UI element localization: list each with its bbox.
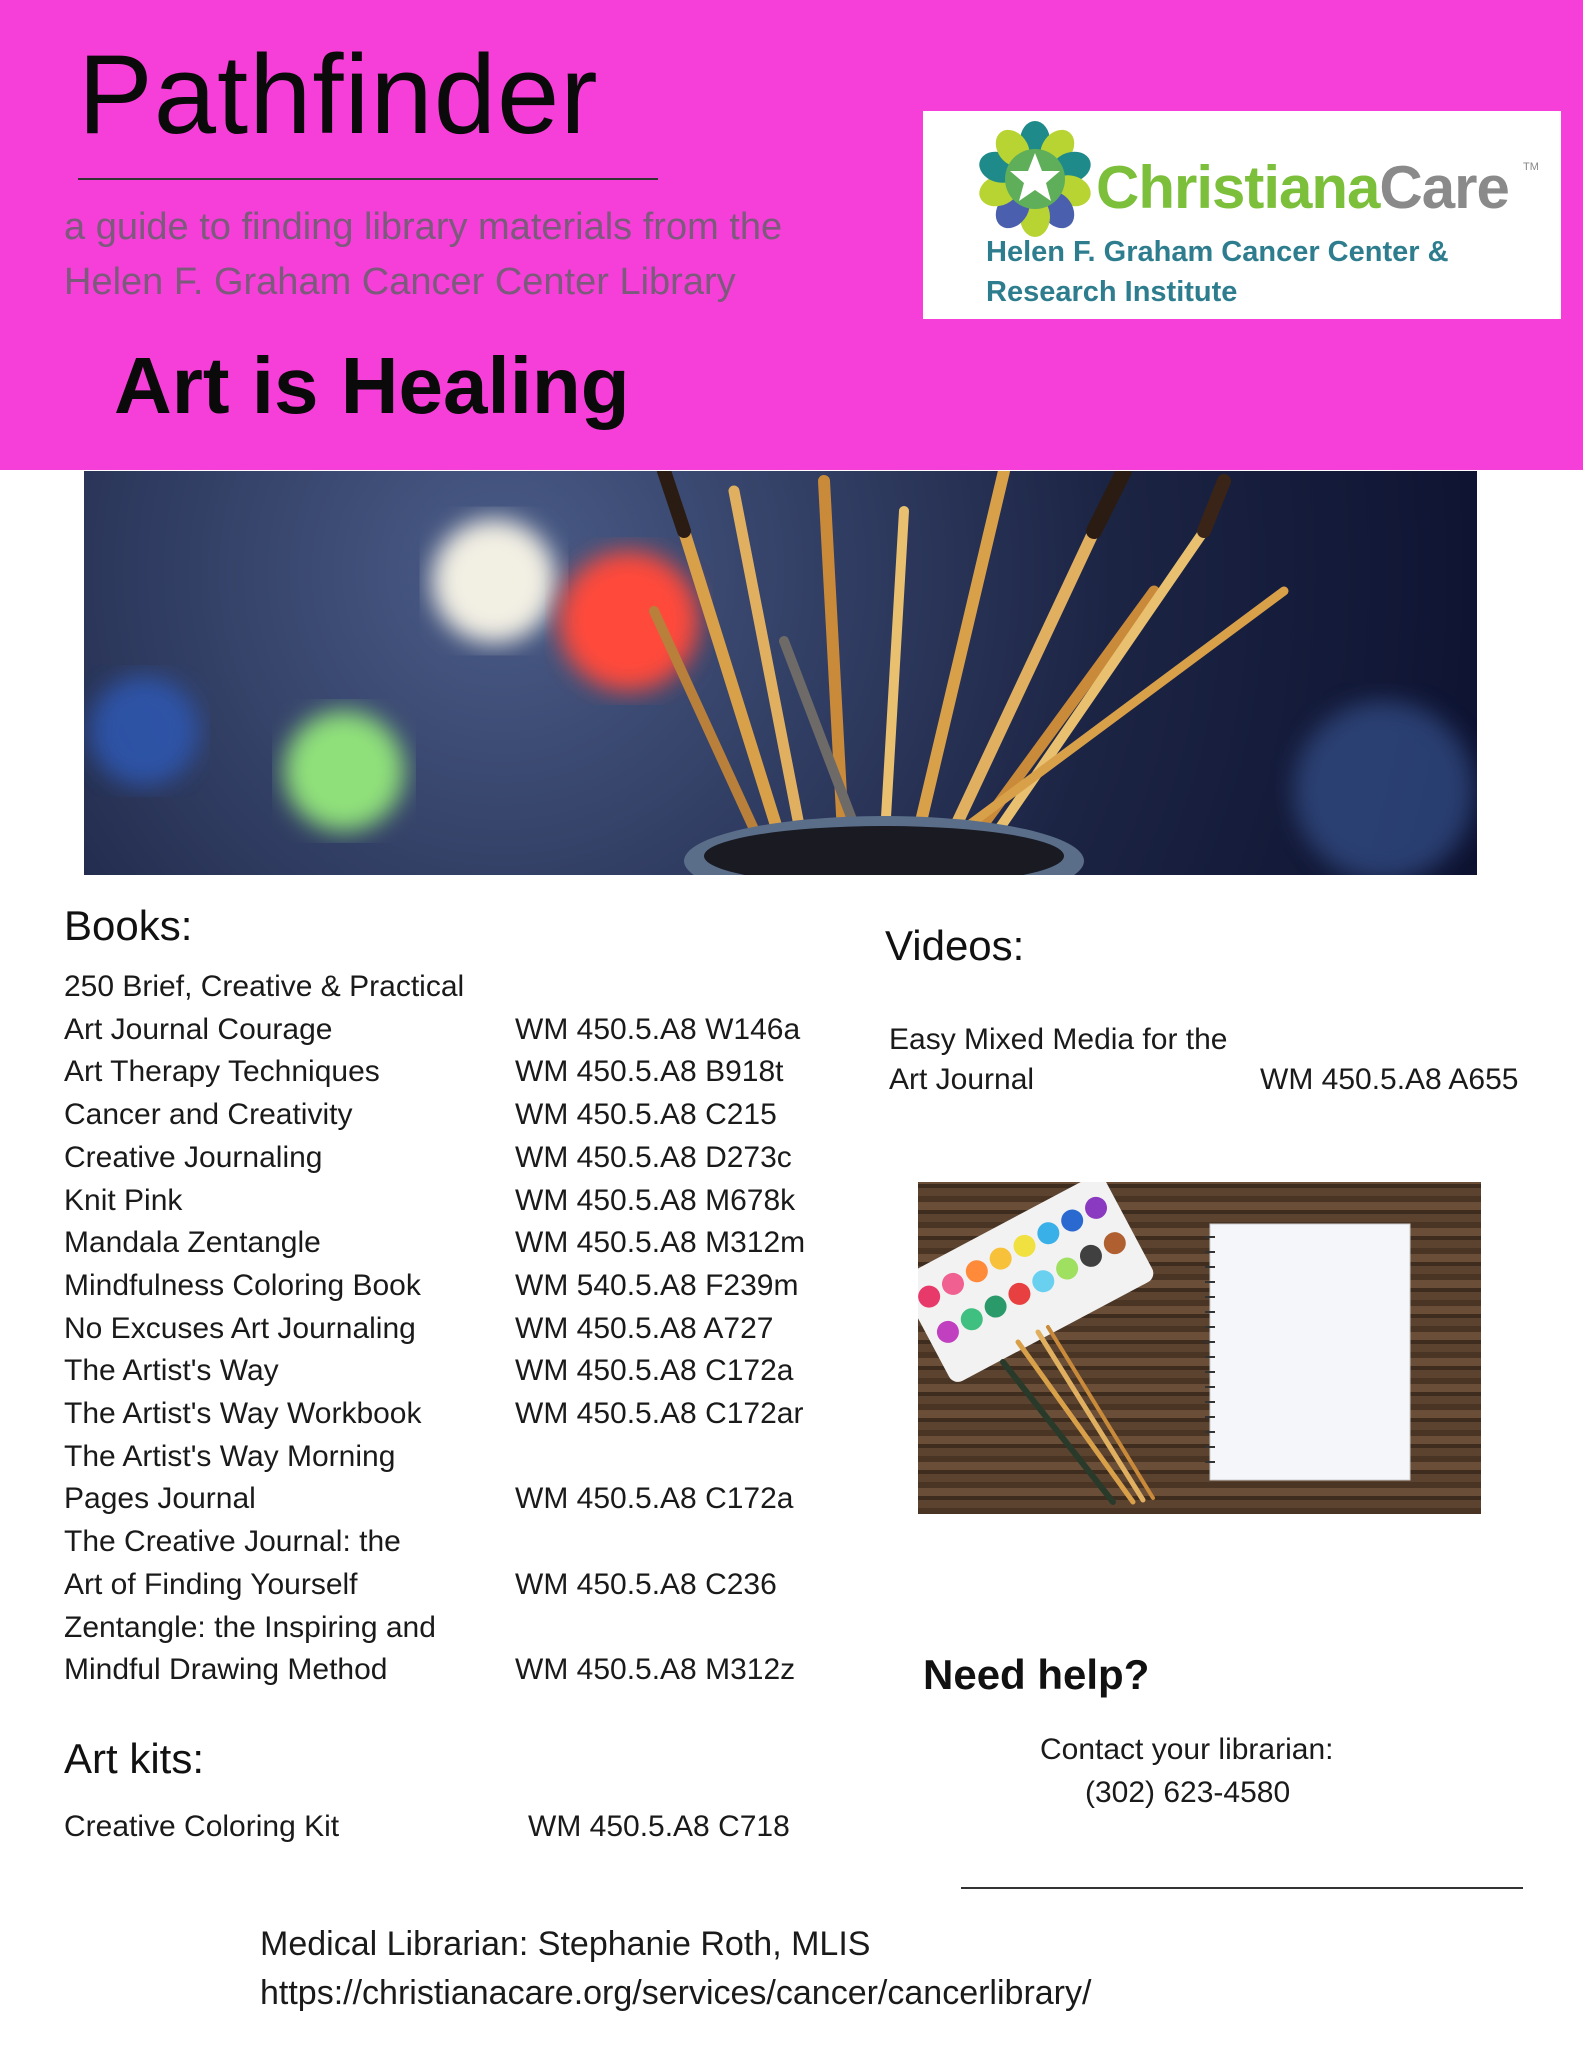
art-kit-call-number: WM 450.5.A8 C718 — [528, 1810, 790, 1843]
logo-brand-gray: Care — [1379, 154, 1509, 221]
logo-institute-line-1: Helen F. Graham Cancer Center & — [986, 236, 1449, 268]
video-title-line-1: Easy Mixed Media for the — [889, 1023, 1228, 1056]
book-title-line: Creative Journaling — [64, 1140, 323, 1174]
book-title-line: Knit Pink — [64, 1183, 183, 1217]
book-title-line: Art Journal Courage — [64, 1012, 333, 1046]
footer-divider — [961, 1887, 1523, 1889]
paintbrushes-photo — [84, 471, 1477, 875]
book-call-number: WM 450.5.A8 A727 — [515, 1311, 774, 1345]
book-call-number: WM 450.5.A8 C172a — [515, 1482, 794, 1516]
logo-trademark: TM — [1523, 161, 1539, 173]
contact-librarian-text: Contact your librarian: — [1040, 1733, 1334, 1766]
book-call-number: WM 450.5.A8 B918t — [515, 1055, 784, 1089]
book-call-number: WM 450.5.A8 W146a — [515, 1012, 801, 1046]
book-title-line: No Excuses Art Journaling — [64, 1311, 416, 1345]
watercolor-notebook-photo — [918, 1182, 1481, 1514]
medical-librarian: Medical Librarian: Stephanie Roth, MLIS — [260, 1925, 871, 1963]
book-call-number: WM 450.5.A8 C236 — [515, 1567, 777, 1601]
book-title-line: Mindful Drawing Method — [64, 1653, 388, 1687]
book-title-line: The Creative Journal: the — [64, 1525, 401, 1559]
logo-brand-green: Christiana — [1096, 154, 1380, 221]
subtitle-line-2: Helen F. Graham Cancer Center Library — [64, 261, 736, 303]
book-call-number: WM 540.5.A8 F239m — [515, 1268, 799, 1302]
book-title-line: Zentangle: the Inspiring and — [64, 1610, 436, 1644]
title-divider — [78, 178, 658, 180]
art-kit-title: Creative Coloring Kit — [64, 1810, 340, 1843]
need-help-heading: Need help? — [923, 1651, 1150, 1698]
watercolor-palette-illustration — [918, 1182, 1481, 1514]
videos-heading: Videos: — [885, 922, 1025, 969]
video-call-number: WM 450.5.A8 A655 — [1260, 1063, 1519, 1096]
book-title-line: The Artist's Way Workbook — [64, 1397, 422, 1430]
book-call-number: WM 450.5.A8 M678k — [515, 1183, 796, 1217]
logo-brand — [1096, 153, 1509, 222]
book-title-line: Cancer and Creativity — [64, 1098, 353, 1132]
topic-heading: Art is Healing — [114, 341, 630, 430]
book-call-number: WM 450.5.A8 D273c — [515, 1140, 792, 1174]
book-title-line: Mindfulness Coloring Book — [64, 1268, 421, 1302]
book-title-line: The Artist's Way Morning — [64, 1439, 396, 1473]
art-kits-heading: Art kits: — [64, 1735, 205, 1782]
books-heading: Books: — [64, 902, 193, 949]
book-title-line: Pages Journal — [64, 1482, 256, 1516]
logo-institute-line-2: Research Institute — [986, 276, 1238, 308]
book-title-line: Art of Finding Yourself — [64, 1567, 358, 1601]
subtitle-line-1: a guide to finding library materials from the — [64, 206, 783, 248]
paintbrushes-illustration — [84, 471, 1477, 875]
video-title-line-2: Art Journal — [889, 1063, 1035, 1096]
book-title-line: The Artist's Way — [64, 1354, 279, 1388]
book-call-number: WM 450.5.A8 M312z — [515, 1653, 796, 1687]
librarian-phone[interactable]: (302) 623-4580 — [1085, 1776, 1291, 1809]
book-title-line: Mandala Zentangle — [64, 1226, 321, 1260]
book-call-number: WM 450.5.A8 C172ar — [515, 1397, 804, 1430]
book-title-line: Art Therapy Techniques — [64, 1055, 380, 1089]
flower-logo-icon — [975, 119, 1095, 239]
christianacare-logo — [923, 111, 1561, 319]
book-title-line: 250 Brief, Creative & Practical — [64, 970, 465, 1003]
library-url-link[interactable]: https://christianacare.org/services/cancer/cancerlibrary/ — [260, 1974, 1092, 2012]
book-call-number: WM 450.5.A8 C215 — [515, 1098, 777, 1132]
page-title: Pathfinder — [78, 32, 599, 157]
book-call-number: WM 450.5.A8 M312m — [515, 1226, 806, 1260]
book-call-number: WM 450.5.A8 C172a — [515, 1354, 794, 1388]
